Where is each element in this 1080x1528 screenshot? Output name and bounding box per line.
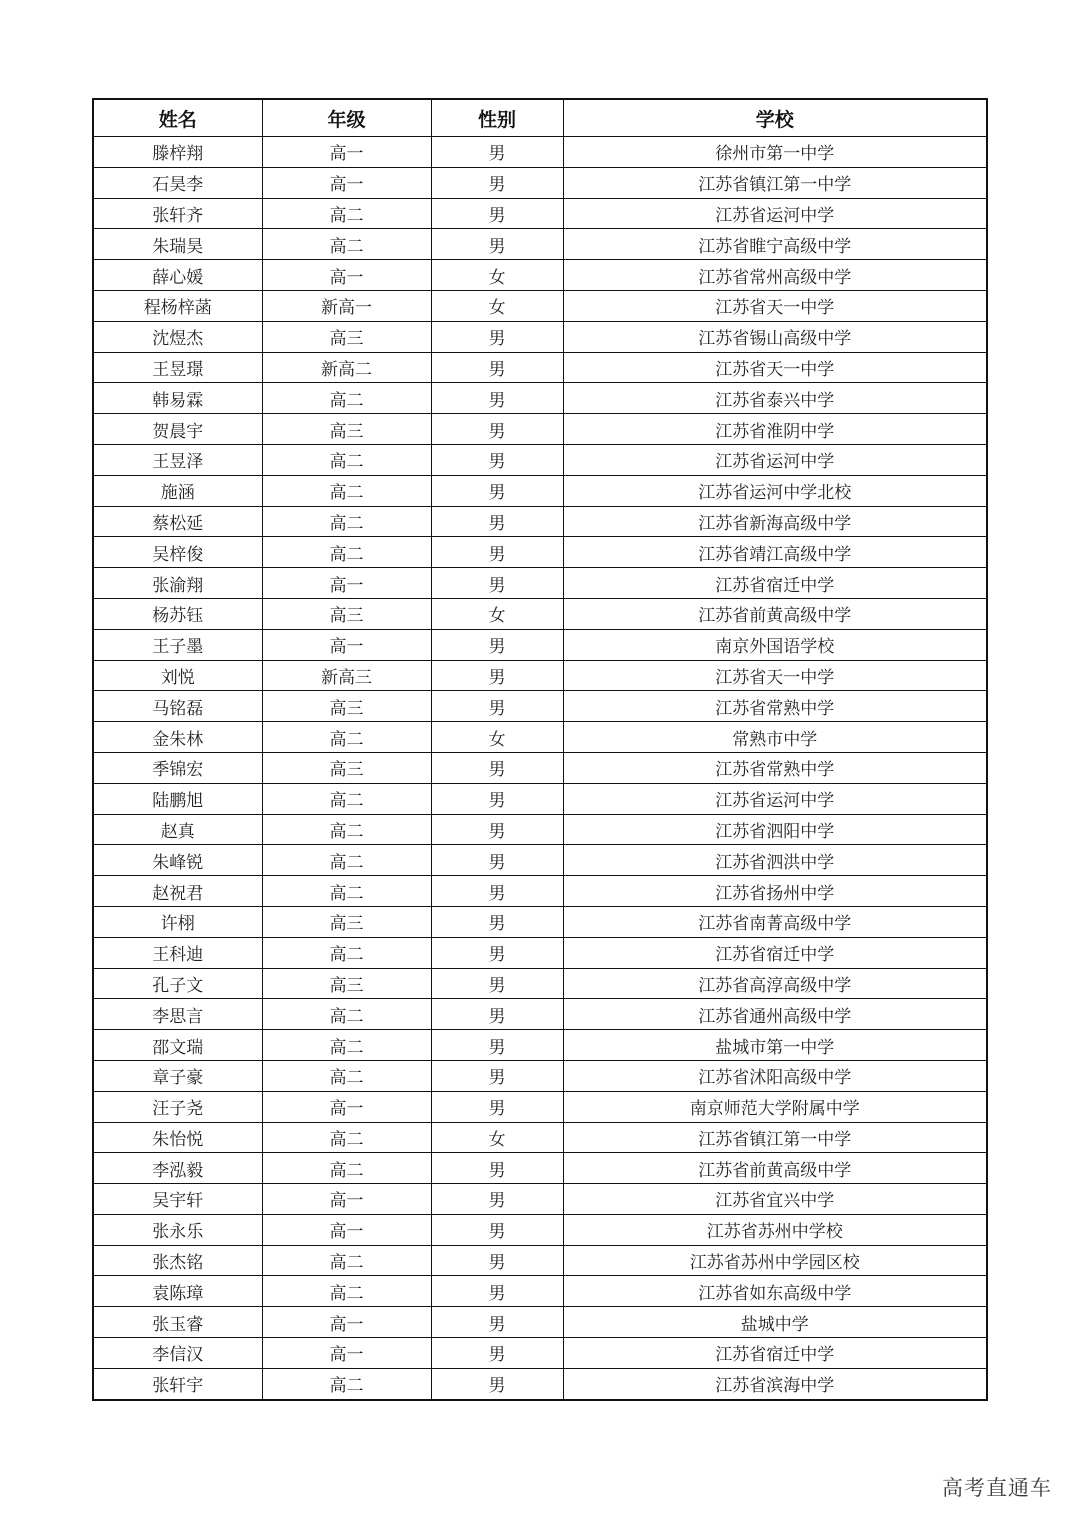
table-row <box>93 229 987 260</box>
cell-name: 刘悦 <box>93 660 262 691</box>
cell-school: 江苏省苏州中学校 <box>563 1214 987 1245</box>
cell-grade: 高一 <box>262 568 431 599</box>
cell-grade: 高一 <box>262 1184 431 1215</box>
cell-name: 张渝翔 <box>93 568 262 599</box>
cell-grade: 高二 <box>262 229 431 260</box>
cell-gender: 女 <box>431 260 563 291</box>
table-row <box>93 1214 987 1245</box>
cell-grade: 高三 <box>262 414 431 445</box>
table-row <box>93 444 987 475</box>
cell-name: 李信汉 <box>93 1338 262 1369</box>
cell-gender: 男 <box>431 999 563 1030</box>
cell-grade: 高二 <box>262 1276 431 1307</box>
cell-grade: 新高三 <box>262 660 431 691</box>
table-row <box>93 321 987 352</box>
cell-grade: 高二 <box>262 1122 431 1153</box>
cell-school: 江苏省沭阳高级中学 <box>563 1060 987 1091</box>
watermark-text: 高考直通车 <box>942 1476 1052 1500</box>
cell-grade: 高三 <box>262 968 431 999</box>
table-row <box>93 475 987 506</box>
cell-school: 江苏省运河中学 <box>563 198 987 229</box>
cell-name: 张杰铭 <box>93 1245 262 1276</box>
cell-gender: 男 <box>431 568 563 599</box>
cell-gender: 男 <box>431 845 563 876</box>
table-header <box>93 99 987 137</box>
cell-school: 江苏省运河中学北校 <box>563 475 987 506</box>
cell-gender: 男 <box>431 1153 563 1184</box>
cell-gender: 男 <box>431 629 563 660</box>
cell-grade: 高一 <box>262 1214 431 1245</box>
cell-gender: 女 <box>431 1122 563 1153</box>
cell-school: 江苏省靖江高级中学 <box>563 537 987 568</box>
cell-name: 赵真 <box>93 814 262 845</box>
cell-school: 江苏省宿迁中学 <box>563 568 987 599</box>
cell-school: 江苏省常熟中学 <box>563 691 987 722</box>
cell-name: 邵文瑞 <box>93 1030 262 1061</box>
cell-name: 贺晨宇 <box>93 414 262 445</box>
table-row <box>93 260 987 291</box>
table-row <box>93 1368 987 1399</box>
cell-gender: 男 <box>431 352 563 383</box>
cell-school: 江苏省南菁高级中学 <box>563 906 987 937</box>
cell-name: 张轩宇 <box>93 1368 262 1399</box>
cell-name: 王子墨 <box>93 629 262 660</box>
cell-gender: 男 <box>431 752 563 783</box>
table-row <box>93 568 987 599</box>
cell-school: 江苏省新海高级中学 <box>563 506 987 537</box>
cell-gender: 男 <box>431 1276 563 1307</box>
cell-grade: 高三 <box>262 906 431 937</box>
cell-name: 朱瑞昊 <box>93 229 262 260</box>
cell-grade: 新高一 <box>262 290 431 321</box>
cell-name: 程杨梓菡 <box>93 290 262 321</box>
table-row <box>93 783 987 814</box>
cell-name: 沈煜杰 <box>93 321 262 352</box>
cell-gender: 男 <box>431 229 563 260</box>
header-row <box>93 99 987 137</box>
cell-name: 薛心媛 <box>93 260 262 291</box>
cell-grade: 高二 <box>262 537 431 568</box>
table-row <box>93 629 987 660</box>
cell-gender: 男 <box>431 1368 563 1399</box>
table-row <box>93 814 987 845</box>
cell-school: 江苏省通州高级中学 <box>563 999 987 1030</box>
cell-gender: 男 <box>431 968 563 999</box>
cell-school: 江苏省滨海中学 <box>563 1368 987 1399</box>
cell-grade: 高二 <box>262 444 431 475</box>
cell-grade: 高二 <box>262 783 431 814</box>
cell-name: 张轩齐 <box>93 198 262 229</box>
table-row <box>93 1338 987 1369</box>
cell-school: 江苏省宿迁中学 <box>563 1338 987 1369</box>
cell-name: 孔子文 <box>93 968 262 999</box>
table-row <box>93 198 987 229</box>
table-row <box>93 352 987 383</box>
cell-gender: 男 <box>431 444 563 475</box>
cell-grade: 高一 <box>262 137 431 168</box>
cell-gender: 男 <box>431 537 563 568</box>
cell-grade: 高二 <box>262 198 431 229</box>
header-school: 学校 <box>563 99 987 137</box>
cell-grade: 高二 <box>262 1153 431 1184</box>
cell-name: 季锦宏 <box>93 752 262 783</box>
cell-school: 江苏省运河中学 <box>563 444 987 475</box>
cell-school: 江苏省泗洪中学 <box>563 845 987 876</box>
cell-gender: 男 <box>431 1184 563 1215</box>
cell-name: 朱怡悦 <box>93 1122 262 1153</box>
cell-gender: 男 <box>431 167 563 198</box>
cell-name: 滕梓翔 <box>93 137 262 168</box>
cell-name: 吴宇轩 <box>93 1184 262 1215</box>
cell-grade: 高一 <box>262 629 431 660</box>
cell-gender: 女 <box>431 722 563 753</box>
cell-gender: 男 <box>431 660 563 691</box>
cell-school: 常熟市中学 <box>563 722 987 753</box>
cell-gender: 男 <box>431 906 563 937</box>
cell-grade: 高二 <box>262 999 431 1030</box>
table-row <box>93 722 987 753</box>
cell-name: 王昱泽 <box>93 444 262 475</box>
cell-grade: 高三 <box>262 598 431 629</box>
cell-gender: 男 <box>431 937 563 968</box>
cell-grade: 高三 <box>262 752 431 783</box>
table-row <box>93 1060 987 1091</box>
cell-school: 江苏省高淳高级中学 <box>563 968 987 999</box>
cell-school: 江苏省常州高级中学 <box>563 260 987 291</box>
cell-school: 江苏省前黄高级中学 <box>563 598 987 629</box>
cell-name: 石昊李 <box>93 167 262 198</box>
cell-grade: 高一 <box>262 167 431 198</box>
cell-grade: 高二 <box>262 506 431 537</box>
table-row <box>93 598 987 629</box>
cell-school: 江苏省淮阴中学 <box>563 414 987 445</box>
table-row <box>93 167 987 198</box>
cell-name: 马铭磊 <box>93 691 262 722</box>
header-grade: 年级 <box>262 99 431 137</box>
cell-school: 江苏省天一中学 <box>563 352 987 383</box>
cell-name: 章子豪 <box>93 1060 262 1091</box>
cell-gender: 男 <box>431 383 563 414</box>
table-row <box>93 968 987 999</box>
cell-school: 南京外国语学校 <box>563 629 987 660</box>
cell-name: 袁陈璋 <box>93 1276 262 1307</box>
cell-school: 盐城中学 <box>563 1307 987 1338</box>
table-row <box>93 537 987 568</box>
table-row <box>93 876 987 907</box>
cell-grade: 高二 <box>262 845 431 876</box>
table-row <box>93 1276 987 1307</box>
table-row <box>93 506 987 537</box>
cell-name: 汪子尧 <box>93 1091 262 1122</box>
table-body <box>93 137 987 1400</box>
cell-gender: 男 <box>431 1091 563 1122</box>
table-row <box>93 290 987 321</box>
cell-name: 杨苏钰 <box>93 598 262 629</box>
cell-grade: 高二 <box>262 1030 431 1061</box>
cell-grade: 新高二 <box>262 352 431 383</box>
cell-school: 江苏省宿迁中学 <box>563 937 987 968</box>
table-row <box>93 1091 987 1122</box>
cell-grade: 高二 <box>262 814 431 845</box>
cell-grade: 高二 <box>262 475 431 506</box>
cell-school: 江苏省泗阳中学 <box>563 814 987 845</box>
cell-gender: 男 <box>431 1214 563 1245</box>
cell-gender: 男 <box>431 1338 563 1369</box>
cell-name: 许栩 <box>93 906 262 937</box>
cell-name: 吴梓俊 <box>93 537 262 568</box>
cell-gender: 男 <box>431 1060 563 1091</box>
cell-name: 韩易霖 <box>93 383 262 414</box>
cell-name: 金朱林 <box>93 722 262 753</box>
student-roster-table <box>92 98 988 1401</box>
table-row <box>93 1122 987 1153</box>
cell-gender: 男 <box>431 1307 563 1338</box>
cell-name: 赵祝君 <box>93 876 262 907</box>
cell-grade: 高一 <box>262 1307 431 1338</box>
cell-school: 盐城市第一中学 <box>563 1030 987 1061</box>
table-row <box>93 845 987 876</box>
cell-school: 江苏省泰兴中学 <box>563 383 987 414</box>
cell-school: 江苏省常熟中学 <box>563 752 987 783</box>
cell-grade: 高三 <box>262 321 431 352</box>
table-row <box>93 1184 987 1215</box>
table-row <box>93 414 987 445</box>
cell-gender: 男 <box>431 1245 563 1276</box>
cell-gender: 男 <box>431 1030 563 1061</box>
cell-name: 张永乐 <box>93 1214 262 1245</box>
table-row <box>93 660 987 691</box>
cell-school: 江苏省运河中学 <box>563 783 987 814</box>
table-row <box>93 383 987 414</box>
cell-school: 江苏省天一中学 <box>563 660 987 691</box>
cell-school: 徐州市第一中学 <box>563 137 987 168</box>
cell-school: 江苏省天一中学 <box>563 290 987 321</box>
cell-school: 南京师范大学附属中学 <box>563 1091 987 1122</box>
cell-gender: 男 <box>431 321 563 352</box>
table-row <box>93 1030 987 1061</box>
cell-name: 李泓毅 <box>93 1153 262 1184</box>
cell-gender: 男 <box>431 198 563 229</box>
cell-school: 江苏省扬州中学 <box>563 876 987 907</box>
cell-grade: 高二 <box>262 937 431 968</box>
cell-school: 江苏省睢宁高级中学 <box>563 229 987 260</box>
cell-grade: 高二 <box>262 383 431 414</box>
cell-gender: 男 <box>431 475 563 506</box>
cell-grade: 高二 <box>262 722 431 753</box>
table-row <box>93 906 987 937</box>
cell-grade: 高二 <box>262 1245 431 1276</box>
table-row <box>93 999 987 1030</box>
cell-school: 江苏省锡山高级中学 <box>563 321 987 352</box>
cell-gender: 男 <box>431 814 563 845</box>
table-row <box>93 137 987 168</box>
cell-name: 陆鹏旭 <box>93 783 262 814</box>
table-row <box>93 937 987 968</box>
cell-name: 朱峰锐 <box>93 845 262 876</box>
table-row <box>93 752 987 783</box>
cell-school: 江苏省苏州中学园区校 <box>563 1245 987 1276</box>
cell-name: 王科迪 <box>93 937 262 968</box>
table-row <box>93 691 987 722</box>
cell-name: 王昱璟 <box>93 352 262 383</box>
table-row <box>93 1245 987 1276</box>
cell-gender: 男 <box>431 506 563 537</box>
cell-grade: 高二 <box>262 1060 431 1091</box>
cell-gender: 女 <box>431 290 563 321</box>
cell-school: 江苏省宜兴中学 <box>563 1184 987 1215</box>
cell-gender: 男 <box>431 137 563 168</box>
cell-name: 蔡松延 <box>93 506 262 537</box>
cell-gender: 男 <box>431 876 563 907</box>
cell-school: 江苏省镇江第一中学 <box>563 1122 987 1153</box>
cell-gender: 男 <box>431 783 563 814</box>
cell-grade: 高一 <box>262 1091 431 1122</box>
cell-grade: 高一 <box>262 260 431 291</box>
header-name: 姓名 <box>93 99 262 137</box>
cell-name: 张玉睿 <box>93 1307 262 1338</box>
cell-grade: 高二 <box>262 1368 431 1399</box>
cell-name: 施涵 <box>93 475 262 506</box>
cell-name: 李思言 <box>93 999 262 1030</box>
cell-school: 江苏省前黄高级中学 <box>563 1153 987 1184</box>
cell-gender: 男 <box>431 691 563 722</box>
cell-grade: 高一 <box>262 1338 431 1369</box>
header-gender: 性别 <box>431 99 563 137</box>
cell-school: 江苏省如东高级中学 <box>563 1276 987 1307</box>
cell-grade: 高二 <box>262 876 431 907</box>
cell-gender: 男 <box>431 414 563 445</box>
cell-grade: 高三 <box>262 691 431 722</box>
table-row <box>93 1153 987 1184</box>
table-row <box>93 1307 987 1338</box>
cell-school: 江苏省镇江第一中学 <box>563 167 987 198</box>
cell-gender: 女 <box>431 598 563 629</box>
